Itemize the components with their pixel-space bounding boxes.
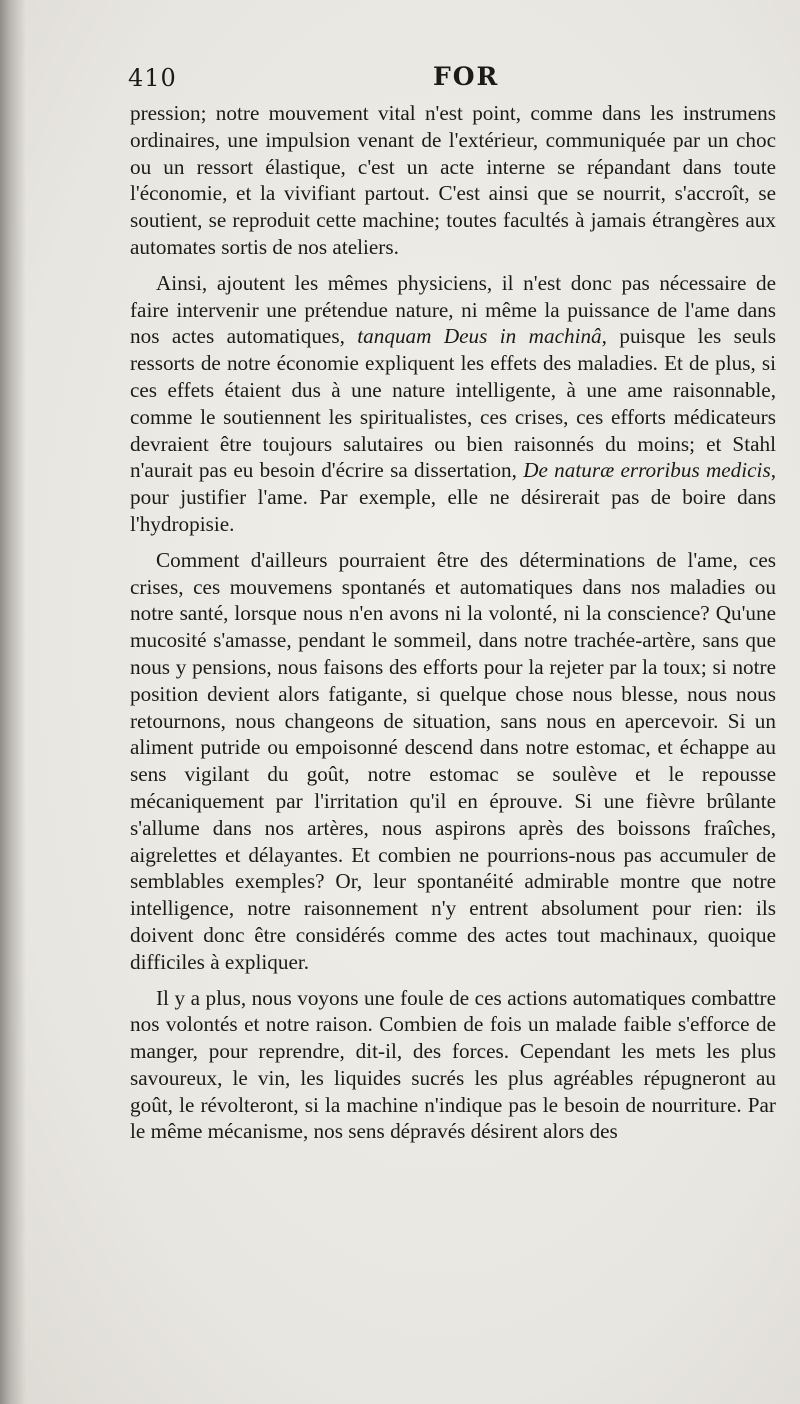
page-header	[128, 60, 778, 100]
paragraph-4: Il y a plus, nous voyons une foule de ces actions automatiques combattre nos volontés et notre raison. Combien de fois un malade faible s'efforce de manger, pour reprendre, dit-il, des forces. Cependant les mets les plus savoureux, le vin, les liquides sucrés les plus agréables répugneront au goût, le révolteront, si la machine n'indique pas le besoin de nourriture. Par le même mécanisme, nos sens dépravés désirent alors des	[130, 985, 776, 1144]
dissertation-title: De naturæ erroribus medicis	[523, 458, 771, 483]
page-number: 410	[128, 64, 177, 92]
paragraph-2-part-a: Ainsi, ajoutent les mêmes physiciens, il n'est donc pas nécessaire de faire intervenir une prétendue nature, ni même la puissance de l'ame dans nos actes automatiques,	[130, 270, 776, 349]
paragraph-2	[130, 270, 776, 538]
paragraph-2-part-e: , pour justifier l'ame. Par exemple, elle ne désirerait pas de boire dans l'hydropisie.	[130, 458, 776, 536]
paragraph-2-part-c: , puisque les seuls ressorts de notre économie expliquent les effets des maladies. Et de plus, si ces effets étaient dus à une nature intelligente, à une ame raisonnable, comme le soutiennent les spiritualistes, ces crises, ces efforts médicateurs devraient être toujours salutaires ou bien raisonnés du moins; et Stahl n'aurait pas eu besoin d'écrire sa dissertation,	[130, 324, 776, 483]
paragraph-3: Comment d'ailleurs pourraient être des déterminations de l'ame, ces crises, ces mouvemens spontanés et automatiques dans nos maladies ou notre santé, lorsque nous n'en avons ni la volonté, ni la conscience? Qu'une mucosité s'amasse, pendant le sommeil, dans notre trachée-artère, sans que nous y pensions, nous faisons des efforts pour la rejeter par la toux; si notre position devient alors fatigante, si quelque chose nous blesse, nous nous retournons, nous changeons de situation, sans nous en apercevoir. Si un aliment putride ou empoisonné descend dans notre estomac, et échappe au sens vigilant du goût, notre estomac se soulève et le repousse mécaniquement par l'irritation qu'il en éprouve. Si une fièvre brûlante s'allume dans nos artères, nous aspirons après des boissons fraîches, aigrelettes et délayantes. Et combien ne pourrions-nous pas accumuler de semblables exemples? Or, leur spontanéité admirable montre que notre intelligence, notre raisonnement n'y entrent absolument pour rien: ils doivent donc être considérés comme des actes tout machinaux, quoique difficiles à expliquer.	[130, 547, 776, 974]
running-head: FOR	[433, 62, 500, 91]
body-text	[130, 100, 776, 1145]
latin-phrase-deus-in-machina: tanquam Deus in machinâ	[357, 324, 602, 349]
paragraph-1: pression; notre mouvement vital n'est point, comme dans les instrumens ordinaires, une impulsion venant de l'extérieur, communiquée par un choc ou un ressort élastique, c'est un acte interne se répandant dans toute l'économie, et la vivifiant partout. C'est ainsi que se nourrit, s'accroît, se soutient, se reproduit cette machine; toutes facultés à jamais étrangères aux automates sortis de nos ateliers.	[130, 101, 776, 259]
gutter-shadow	[0, 0, 26, 1404]
